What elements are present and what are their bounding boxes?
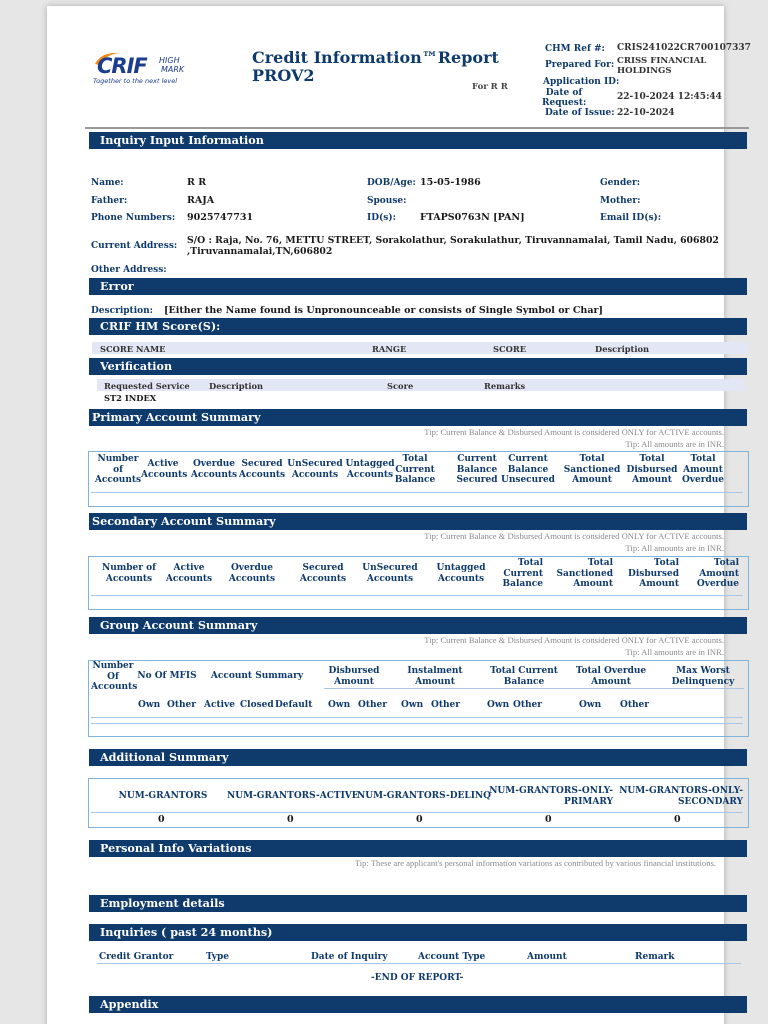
additional-col-only-secondary: NUM-GRANTORS-ONLY-SECONDARY	[619, 786, 743, 807]
logo-tagline: Together to the next level	[93, 77, 178, 85]
section-group-summary: Group Account Summary	[89, 617, 747, 634]
name-value: R R	[187, 177, 207, 188]
ids-value: FTAPS0763N [PAN]	[420, 212, 525, 223]
gender-label: Gender:	[600, 178, 641, 188]
address-line2: ,Tiruvannamalai,TN,606802	[187, 246, 333, 257]
primary-tip-inr: Tip: All amounts are in INR.	[625, 439, 724, 449]
section-verification: Verification	[89, 358, 747, 375]
group-col-current-balance: Total Current Balance	[490, 666, 558, 687]
section-personal-variations: Personal Info Variations	[89, 840, 747, 857]
meta-appid-label: Application ID:	[543, 77, 620, 87]
verification-col-service: Requested Service	[104, 381, 190, 391]
meta-request-value: 22-10-2024 12:45:44	[617, 92, 722, 102]
section-employment: Employment details	[89, 895, 747, 912]
primary-col-balance-unsecured: Current Balance Unsecured	[501, 454, 555, 485]
additional-value-only-secondary: 0	[674, 814, 681, 825]
score-col-description: Description	[595, 344, 650, 354]
mother-label: Mother:	[600, 196, 641, 206]
secondary-col-number: Number of Accounts	[101, 563, 157, 584]
meta-request-label: Date of Request:	[542, 88, 587, 108]
logo-word: CRIF	[97, 54, 147, 78]
error-desc-value: [Either the Name found is Unpronounceable or consists of Single Symbol or Char]	[164, 305, 603, 316]
group-table-rule-top	[324, 688, 744, 689]
section-appendix: Appendix	[89, 996, 747, 1013]
score-header-row	[92, 342, 748, 354]
group-col-overdue: Total Overdue Amount	[575, 666, 647, 687]
verification-col-description: Description	[209, 381, 264, 391]
dob-label: DOB/Age:	[367, 178, 416, 188]
additional-col-grantors: NUM-GRANTORS	[118, 791, 208, 801]
primary-col-active: Active Accounts	[141, 459, 188, 480]
primary-col-unsecured: UnSecured Accounts	[287, 459, 343, 480]
additional-col-delinq: NUM-GRANTORS-DELINQ	[357, 791, 491, 801]
group-tip-balance: Tip: Current Balance & Disbursed Amount is considered ONLY for ACTIVE accounts.	[424, 635, 724, 645]
group-col-delinquency: Max Worst Delinquency	[671, 666, 735, 687]
phone-value: 9025747731	[187, 212, 254, 223]
group-sub-own-1: Own	[138, 700, 161, 710]
group-sub-active: Active	[204, 700, 235, 710]
group-col-mfis: No Of MFIS	[137, 671, 197, 681]
group-sub-own-2: Own	[328, 700, 351, 710]
section-secondary-summary: Secondary Account Summary	[89, 513, 747, 530]
secondary-tip-balance: Tip: Current Balance & Disbursed Amount is considered ONLY for ACTIVE accounts.	[424, 531, 724, 541]
section-score: CRIF HM Score(S):	[89, 318, 747, 335]
father-value: RAJA	[187, 195, 215, 206]
group-col-disbursed: Disbursed Amount	[328, 666, 380, 687]
verification-col-score: Score	[387, 381, 414, 391]
group-col-account-summary: Account Summary	[210, 671, 304, 681]
primary-col-overdue-amount: Total Amount Overdue	[681, 454, 725, 485]
additional-table-rule	[91, 812, 743, 813]
additional-value-grantors: 0	[158, 814, 165, 825]
meta-chm-value: CRIS241022CR700107337	[617, 43, 751, 53]
header-divider	[85, 127, 749, 129]
primary-col-secured: Secured Accounts	[238, 459, 286, 480]
secondary-col-disbursed: Total Disbursed Amount	[628, 558, 679, 589]
group-table-rule-2	[91, 723, 743, 724]
primary-col-disbursed: Total Disbursed Amount	[626, 454, 678, 485]
inquiries-col-remark: Remark	[635, 952, 675, 962]
logo-high: HIGH	[159, 56, 180, 65]
father-label: Father:	[91, 196, 128, 206]
score-col-name: SCORE NAME	[100, 344, 166, 354]
section-primary-summary: Primary Account Summary	[89, 409, 747, 426]
inquiries-col-account-type: Account Type	[418, 952, 486, 962]
primary-tip-balance: Tip: Current Balance & Disbursed Amount is considered ONLY for ACTIVE accounts.	[424, 427, 724, 437]
error-desc-label: Description:	[91, 306, 153, 316]
secondary-col-unsecured: UnSecured Accounts	[362, 563, 418, 584]
other-address-label: Other Address:	[91, 265, 167, 275]
secondary-col-sanctioned: Total Sanctioned Amount	[556, 558, 613, 589]
meta-prepared-label: Prepared For:	[545, 60, 615, 70]
group-table-rule-1	[91, 717, 743, 718]
meta-prepared-value: CRISS FINANCIAL HOLDINGS	[617, 56, 707, 76]
end-of-report: -END OF REPORT-	[371, 973, 464, 983]
score-col-range: RANGE	[372, 344, 407, 354]
section-additional-summary: Additional Summary	[89, 749, 747, 766]
additional-col-active: NUM-GRANTORS-ACTIVE	[227, 791, 359, 801]
primary-col-number: Number of Accounts	[94, 454, 142, 485]
inquiries-col-type: Type	[206, 952, 229, 962]
primary-col-sanctioned: Total Sanctioned Amount	[563, 454, 621, 485]
verification-row-service: ST2 INDEX	[104, 393, 157, 403]
group-sub-own-5: Own	[579, 700, 602, 710]
section-inquiries: Inquiries ( past 24 months)	[89, 924, 747, 941]
group-sub-default: Default	[275, 700, 313, 710]
report-page	[47, 6, 751, 1024]
dob-value: 15-05-1986	[420, 177, 481, 188]
address-line1: S/O : Raja, No. 76, METTU STREET, Sorakolathur, Sorakulathur, Tiruvannamalai, Tamil Nadu, 606802	[187, 235, 719, 246]
secondary-col-overdue: Overdue Accounts	[228, 563, 276, 584]
report-for: For R R	[472, 82, 508, 92]
score-col-score: SCORE	[493, 344, 527, 354]
report-subtitle: PROV2	[252, 66, 315, 85]
group-sub-closed: Closed	[240, 700, 274, 710]
secondary-col-secured: Secured Accounts	[299, 563, 347, 584]
logo-mark: MARK	[161, 65, 185, 74]
meta-chm-label: CHM Ref #:	[545, 44, 605, 54]
group-sub-other-4: Other	[513, 700, 543, 710]
primary-col-balance-secured: Current Balance Secured	[456, 454, 498, 485]
report-title: Credit Information™Report	[252, 48, 499, 67]
secondary-col-total-balance: Total Current Balance	[502, 558, 543, 589]
inquiries-col-amount: Amount	[527, 952, 567, 962]
secondary-col-active: Active Accounts	[165, 563, 213, 584]
meta-issue-value: 22-10-2024	[617, 108, 675, 118]
secondary-table-rule	[91, 595, 743, 596]
inquiries-header-rule	[97, 963, 741, 964]
primary-col-overdue: Overdue Accounts	[190, 459, 238, 480]
phone-label: Phone Numbers:	[91, 213, 176, 223]
name-label: Name:	[91, 178, 124, 188]
secondary-col-untagged: Untagged Accounts	[436, 563, 486, 584]
primary-table-rule	[91, 492, 743, 493]
verification-header-row	[97, 379, 745, 391]
additional-value-active: 0	[287, 814, 294, 825]
personal-tip: Tip: These are applicant's personal information variations as contributed by various financial institutions.	[354, 858, 716, 868]
section-error: Error	[89, 278, 747, 295]
secondary-col-overdue-amount: Total Amount Overdue	[696, 558, 739, 589]
email-label: Email ID(s):	[600, 213, 662, 223]
primary-col-untagged: Untagged Accounts	[345, 459, 395, 480]
inquiries-col-grantor: Credit Grantor	[99, 952, 174, 962]
additional-value-delinq: 0	[416, 814, 423, 825]
spouse-label: Spouse:	[367, 196, 407, 206]
primary-col-total-balance: Total Current Balance	[394, 454, 436, 485]
section-inquiry-input: Inquiry Input Information	[89, 132, 747, 149]
additional-value-only-primary: 0	[545, 814, 552, 825]
secondary-tip-inr: Tip: All amounts are in INR.	[625, 543, 724, 553]
additional-col-only-primary: NUM-GRANTORS-ONLY-PRIMARY	[489, 786, 613, 807]
group-sub-other-3: Other	[431, 700, 461, 710]
group-col-instalment: Instalment Amount	[407, 666, 463, 687]
group-sub-other-5: Other	[620, 700, 650, 710]
group-sub-other-1: Other	[167, 700, 197, 710]
meta-issue-label: Date of Issue:	[545, 108, 615, 118]
group-sub-other-2: Other	[358, 700, 388, 710]
ids-label: ID(s):	[367, 213, 396, 223]
group-sub-own-3: Own	[401, 700, 424, 710]
inquiries-col-date: Date of Inquiry	[311, 952, 388, 962]
group-tip-inr: Tip: All amounts are in INR.	[625, 647, 724, 657]
verification-col-remarks: Remarks	[484, 381, 526, 391]
address-label: Current Address:	[91, 241, 178, 251]
crif-logo	[93, 50, 193, 90]
group-sub-own-4: Own	[487, 700, 510, 710]
group-col-number: Number Of Accounts	[91, 661, 138, 692]
